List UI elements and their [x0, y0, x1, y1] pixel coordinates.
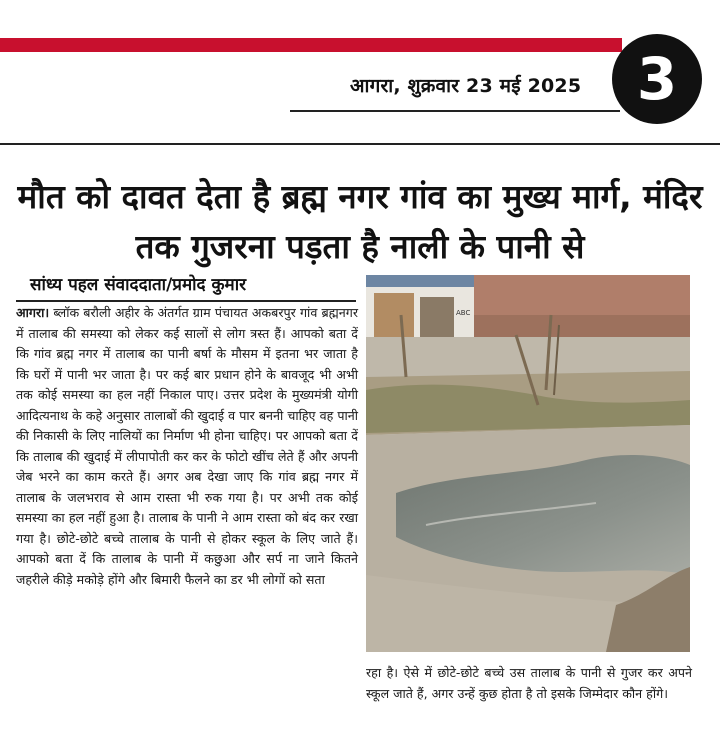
- article-headline: मौत को दावत देता है ब्रह्म नगर गांव का मुख्य मार्ग, मंदिर तक गुजरना पड़ता है नाली के पानी से: [17, 177, 703, 266]
- article-body-left: [16, 303, 358, 590]
- byline: सांध्य पहल संवाददाता/प्रमोद कुमार: [30, 275, 247, 295]
- page-number-badge: 3: [612, 34, 702, 124]
- dateline-place: आगरा।: [16, 305, 50, 320]
- article-body-left-text: ब्लॉक बरौली अहीर के अंतर्गत ग्राम पंचायत अकबरपुर गांव ब्रह्मनगर में तालाब की समस्या को लेकर कई सालों से लोग त्रस्त हैं। आपको बता दें कि गांव ब्रह्म नगर में तालाब का पानी बर्षा के मौसम में इतना भर जाता है कि घरों में पानी भर जाता है। पर कई बार प्रधान होने के बावजूद भी अभी तक कोई समस्या का हल नहीं निकाल पाए। उत्तर प्रदेश के मुख्यमंत्री योगी आदित्यनाथ के कहे अनुसार तालाबों की खुदाई व पार बननी चाहिए वह पानी की निकासी के लिए नालियों का निर्माण भी होना चाहिए। पर आपको बता दें कि तालाब की खुदाई में लीपापोती कर कर के फोटो खींच लेते हैं और अपनी जेब भरने का काम करते हैं। अगर अब देखा जाए कि गांव ब्रह्म नगर में तालाब के जलभराव से आम रास्ता भी रुक गया है। पर अभी तक कोई समस्या का हल नहीं हुआ है। तालाब के पानी ने आम रास्ता को बंद कर रखा गया है। छोटे-छोटे बच्चे तालाब के पानी से होकर स्कूल के लिए जाते हैं। आपको बता दें कि तालाब के पानी में कछुआ और सर्प ना जाने कितने जहरीले कीड़े मकोड़े होंगे और बिमारी फैलने का डर भी लोगों को सता: [16, 305, 358, 587]
- article-photo: [366, 275, 690, 652]
- header-rule: [0, 143, 720, 145]
- dateline-rule: [290, 110, 620, 112]
- photo-wall-sign: ABC: [456, 309, 471, 317]
- masthead-red-bar: [0, 38, 622, 52]
- article-body-right: रहा है। ऐसे में छोटे-छोटे बच्चे उस तालाब के पानी से गुजर कर अपने स्कूल जाते हैं, अगर उन्हें कुछ होता है तो इसके जिम्मेदार कौन होंगे।: [366, 665, 692, 701]
- byline-rule: [16, 300, 356, 302]
- dateline: आगरा, शुक्रवार 23 मई 2025: [350, 75, 582, 97]
